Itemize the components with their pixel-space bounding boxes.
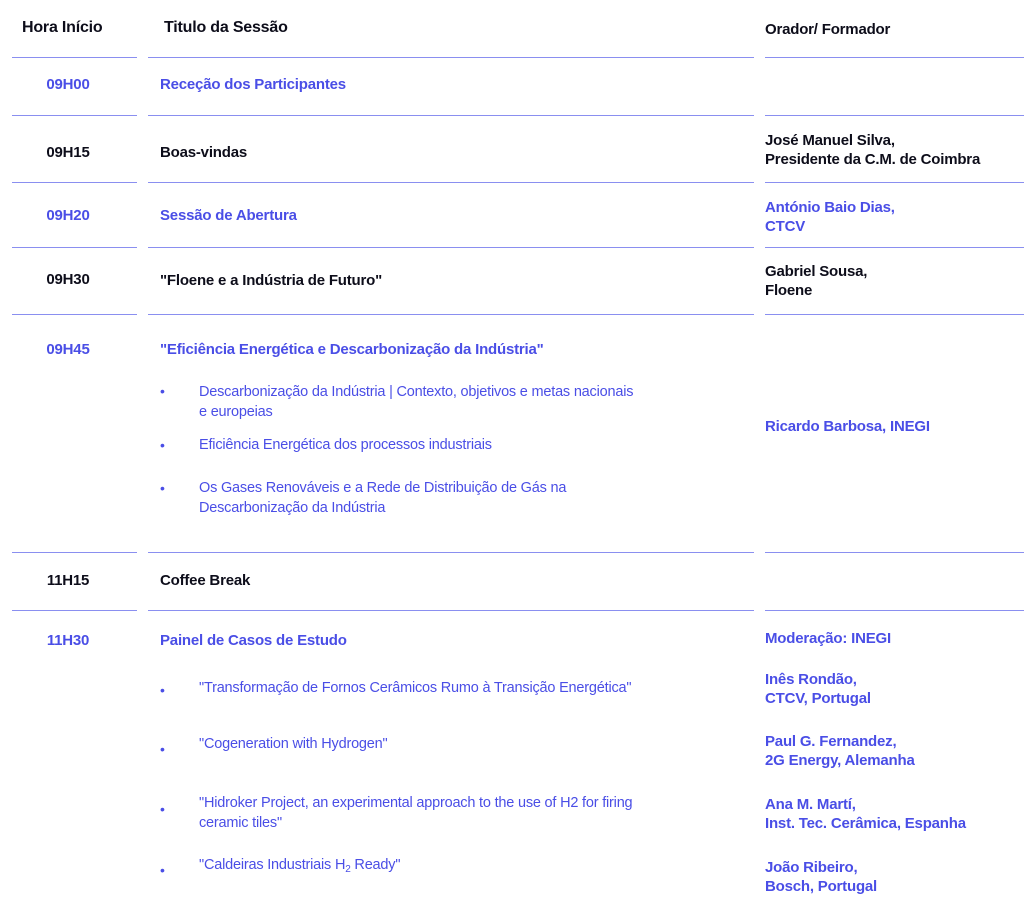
speaker-affiliation: CTCV [765,218,806,235]
session-speaker: Ricardo Barbosa, INEGI [765,418,930,435]
rule [12,552,137,553]
speaker-name: José Manuel Silva, [765,132,895,149]
rule [12,610,137,611]
case-study-item [199,793,739,833]
rule [765,115,1024,116]
speaker-name: João Ribeiro, [765,859,858,876]
case-line: "Hidroker Project, an experimental approach to the use of H2 for firing [199,795,633,811]
session-time: 09H20 [46,207,90,224]
rule [765,247,1024,248]
case-subscript: 2 [345,864,351,875]
rule [148,182,754,183]
rule [12,314,137,315]
session-speaker [765,131,980,169]
moderation-label: Moderação: INEGI [765,630,891,647]
case-text: Ready" [350,857,401,873]
session-title: Boas-vindas [160,144,247,161]
speaker-name: Gabriel Sousa, [765,263,868,280]
topic-line: Descarbonização da Indústria [199,500,386,516]
rule [12,247,137,248]
header-speaker-label: Orador/ Formador [765,21,891,38]
session-speaker [765,262,867,300]
case-line: ceramic tiles" [199,815,282,831]
session-title: Coffee Break [160,572,251,589]
session-time: 09H45 [46,341,90,358]
session-time: 09H15 [46,144,90,161]
case-study-item [199,855,739,875]
session-time: 11H15 [46,572,90,589]
case-study-speaker [765,858,877,896]
rule [765,552,1024,553]
topic-item [199,478,739,518]
speaker-affiliation: CTCV, Portugal [765,690,871,707]
bullet-icon: • [160,682,165,698]
case-study-item: "Transformação de Fornos Cerâmicos Rumo à Transição Energética" [199,680,632,696]
session-time: 09H00 [46,76,90,93]
session-time: 09H30 [46,271,90,288]
case-study-item: "Cogeneration with Hydrogen" [199,736,388,752]
topic-line: Descarbonização da Indústria | Contexto, objetivos e metas nacionais [199,384,634,400]
speaker-name: Inês Rondão, [765,671,857,688]
bullet-icon: • [160,437,165,453]
rule [148,610,754,611]
topic-line: e europeias [199,404,273,420]
bullet-icon: • [160,862,165,878]
topic-line: Os Gases Renováveis e a Rede de Distribuição de Gás na [199,480,567,496]
case-study-speaker [765,795,966,833]
speaker-name: Ana M. Martí, [765,796,856,813]
speaker-affiliation: Floene [765,282,813,299]
speaker-name: António Baio Dias, [765,199,895,216]
bullet-icon: • [160,383,165,399]
session-title: "Eficiência Energética e Descarbonização da Indústria" [160,341,544,358]
rule [12,115,137,116]
speaker-affiliation: Bosch, Portugal [765,878,878,895]
speaker-name: Paul G. Fernandez, [765,733,897,750]
bullet-icon: • [160,480,165,496]
rule [765,314,1024,315]
header-title-label: Titulo da Sessão [164,19,288,36]
rule [148,314,754,315]
rule [148,552,754,553]
topic-item [199,382,739,422]
speaker-affiliation: Inst. Tec. Cerâmica, Espanha [765,815,966,832]
case-study-speaker [765,732,915,770]
header-time-label: Hora Início [22,19,103,36]
bullet-icon: • [160,801,165,817]
case-text: "Caldeiras Industriais H [199,857,346,873]
rule [148,247,754,248]
bullet-icon: • [160,741,165,757]
rule [148,115,754,116]
speaker-affiliation: Presidente da C.M. de Coimbra [765,151,981,168]
rule [12,57,137,58]
session-title: Sessão de Abertura [160,207,297,224]
rule [765,182,1024,183]
session-speaker [765,198,895,236]
case-study-speaker [765,670,871,708]
speaker-affiliation: 2G Energy, Alemanha [765,752,915,769]
session-title: Receção dos Participantes [160,76,346,93]
session-title: "Floene e a Indústria de Futuro" [160,272,383,289]
topic-item: Eficiência Energética dos processos industriais [199,437,492,453]
rule [765,57,1024,58]
session-time: 11H30 [46,632,90,649]
rule [12,182,137,183]
rule [765,610,1024,611]
session-title: Painel de Casos de Estudo [160,632,347,649]
rule [148,57,754,58]
